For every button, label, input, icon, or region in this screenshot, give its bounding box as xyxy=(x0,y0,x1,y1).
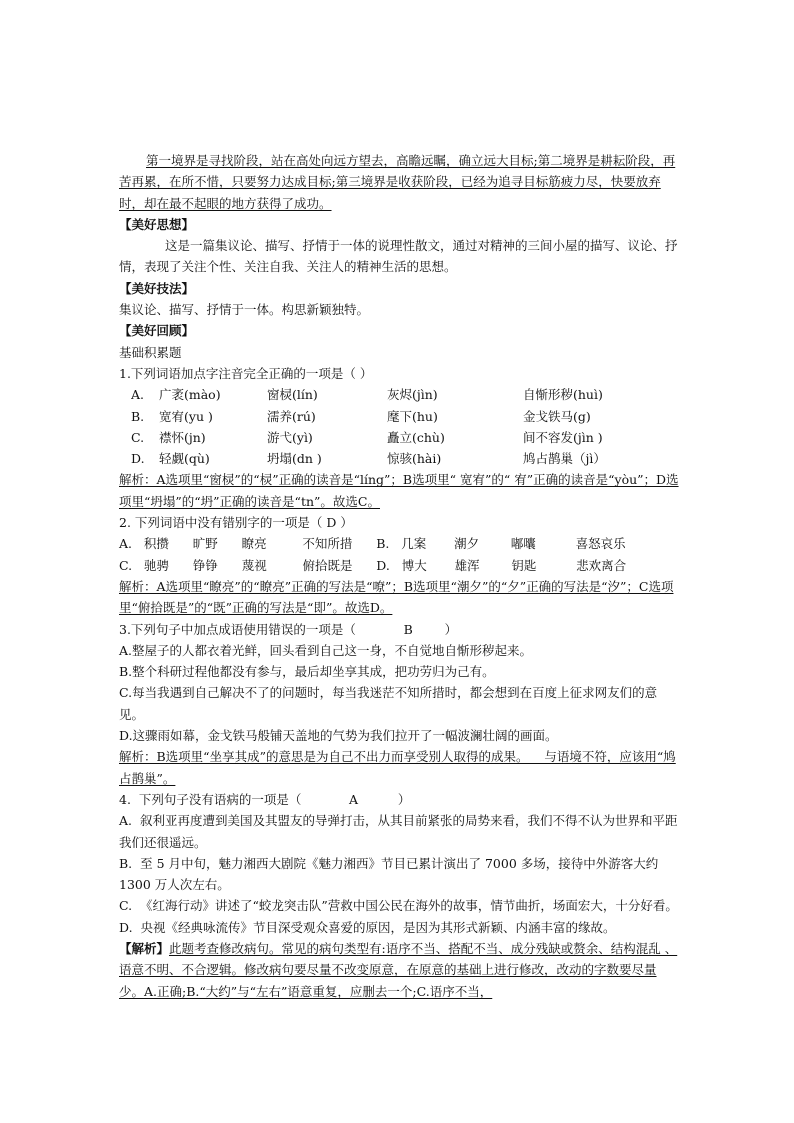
q1-analysis: 解析：A选项里“窗棂”的“棂”正确的读音是“líng”；B选项里“ 宽宥”的“ 宥”正确的读音是“yòu”；D选项里“坍塌”的“坍”正确的读音是“tn”。故选C。 xyxy=(119,472,679,509)
section-body-thought: 这是一篇集议论、描写、抒情于一体的说理性散文，通过对精神的三间小屋的描写、议论、抒情，表现了关注个性、关注自我、关注人的精神生活的思想。 xyxy=(119,238,678,275)
q4-analysis-heading: 【解析】 xyxy=(119,940,170,956)
q3-option-a: A.整屋子的人都衣着光鲜，回头看到自己这一身，不自觉地自惭形秽起来。 xyxy=(119,642,533,658)
q4-option-c: C. 《红海行动》讲述了“蛟龙突击队”营救中国公民在海外的故事，情节曲折，场面宏大，十分好看。 xyxy=(119,898,678,914)
document-body xyxy=(119,150,679,1002)
q1-option-b: B. 宽宥(yu ) 濡养(rú) 麾下(hu) 金戈铁马(g) xyxy=(131,408,591,424)
q1-stem: 1.下列词语加点字注音完全正确的一项是（ ） xyxy=(119,365,373,381)
section-body-technique: 集议论、描写、抒情于一体。构思新颖独特。 xyxy=(119,302,370,318)
q3-option-c: C.每当我遇到自己解决不了的问题时，每当我迷茫不知所措时，都会想到在百度上征求网友们的意见。 xyxy=(119,685,658,722)
section-heading-review: 【美好回顾】 xyxy=(119,323,195,339)
q2-analysis: 解析：A选项里“瞭亮”的“瞭亮”正确的写法是“嘹”；B选项里“潮夕”的“夕”正确的写法是“汐”；C选项里“俯拾既是”的“既”正确的写法是“即”。故选D。 xyxy=(119,578,674,616)
q4-analysis xyxy=(119,938,679,1002)
q1-option-a: A. 广袤(mào) 窗棂(lín) 灰烬(jìn) 自惭形秽(huì) xyxy=(131,387,603,403)
q2-options-ab: A. 积攒 旷野 瞭亮 不知所措 B. 几案 潮夕 嘟囔 喜怒哀乐 xyxy=(119,536,626,552)
q2-options-cd: C. 驰骋 铮铮 蔑视 俯拾既是 D. 博大 雄浑 钥匙 悲欢离合 xyxy=(119,557,627,573)
q4-option-b: B. 至 5 月中旬，魅力湘西大剧院《魅力湘西》节目已累计演出了 7000 多场，接待中外游客大约 1300 万人次左右。 xyxy=(119,855,663,893)
section-subheading-basic: 基础积累题 xyxy=(119,344,182,360)
q4-option-a: A. 叙利亚再度遭到美国及其盟友的导弹打击，从其目前紧张的局势来看，我们不得不认为世界和平距我们还很遥远。 xyxy=(119,813,678,850)
q4-option-d: D. 央视《经典咏流传》节目深受观众喜爱的原因，是因为其形式新颖、内涵丰富的缘故。 xyxy=(119,919,616,935)
q4-analysis-text: 此题考查修改病句。常见的病句类型有:语序不当、搭配不当、成分残缺或赘余、结构混乱 、语意不明、不合逻辑。修改病句要尽量不改变原意，在原意的基础上进行修改，改动的字数要尽量少。A.正确;B.“大约”与“左右”语意重复，应删去一个;C.语序不当， xyxy=(119,940,678,999)
q3-option-d: D.这骤雨如幕，金戈铁马般铺天盖地的气势为我们拉开了一幅波澜壮阔的画面。 xyxy=(119,728,558,744)
section-heading-thought: 【美好思想】 xyxy=(119,216,195,232)
q1-option-d: D. 轻觑(qù) 坍塌(dn ) 惊骇(hài) 鸠占鹊巢（jì） xyxy=(131,451,606,467)
intro-paragraph: 第一境界是寻找阶段，站在高处向远方望去，高瞻远瞩，确立远大目标;第二境界是耕耘阶段，再苦再累，在所不惜，只要努力达成目标;第三境界是收获阶段，已经为追寻目标筋疲力尽，快要放弃时，却在最不起眼的地方获得了成功。 xyxy=(119,153,676,211)
section-heading-technique: 【美好技法】 xyxy=(119,280,195,296)
q1-option-c: C. 襟怀(jn) 游弋(yì) 矗立(chù) 间不容发(jìn ) xyxy=(131,429,603,445)
q3-stem: 3.下列句子中加点成语使用错误的一项是（ B ） xyxy=(119,621,458,637)
q4-stem: 4. 下列句子没有语病的一项是（ A ） xyxy=(119,791,411,807)
q2-stem: 2. 下列词语中没有错别字的一项是（ D ） xyxy=(119,515,353,531)
q3-analysis: 解析：B选项里“坐享其成”的意思是为自己不出力而享受别人取得的成果。 与语境不符，应该用“鸠占鹊巢”。 xyxy=(119,749,676,786)
q3-option-b: B.整个科研过程他都没有参与，最后却坐享其成，把功劳归为己有。 xyxy=(119,664,495,680)
